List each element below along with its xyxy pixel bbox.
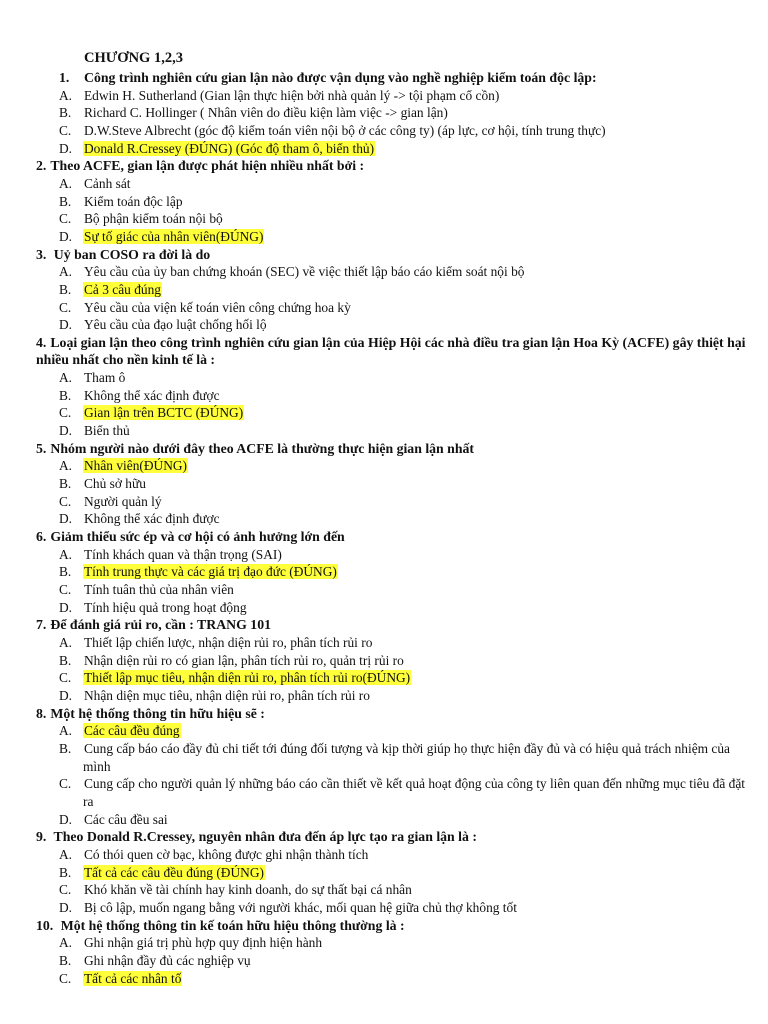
answer-option-highlighted [0,457,768,475]
answer-option [0,316,768,334]
answer-list [0,263,768,334]
answer-text: D.W.Steve Albrecht (góc độ kiểm toán viên nội bộ ở các công ty) (áp lực, cơ hội, tính trung thực) [84,122,606,138]
answer-option [0,740,768,775]
question-heading [0,69,768,87]
question-text: Giảm thiểu sức ép và cơ hội có ảnh hưởng lớn đến [50,529,345,545]
answer-text: Donald R.Cressey (ĐÚNG) (Góc độ tham ô, biển thủ) [84,140,375,156]
answer-text: Ghi nhận đầy đủ các nghiệp vụ [84,952,251,968]
answer-text: Nhận diện mục tiêu, nhận diện rủi ro, phân tích rủi ro [84,687,370,703]
answer-text: Richard C. Hollinger ( Nhân viên do điều kiện làm việc -> gian lận) [84,105,448,121]
answer-text: Các câu đều sai [84,811,168,827]
answer-text: Biển thủ [84,423,130,439]
answer-letter: D. [59,511,73,527]
answer-text: Yêu cầu của đạo luật chống hối lộ [84,317,267,333]
answer-text: Edwin H. Sutherland (Gian lận thực hiện bởi nhà quản lý -> tội phạm cổ cồn) [84,87,500,103]
answer-option [0,299,768,317]
question-number: 1. [59,70,70,85]
answer-option [0,104,768,122]
question-text: Một hệ thống thông tin kế toán hữu hiệu thông thường là : [57,917,405,933]
answer-letter: B. [59,864,72,880]
question-text: Loại gian lận theo công trình nghiên cứu gian lận của Hiệp Hội các nhà điều tra gian lận Hoa Kỳ (ACFE) gây thiệt hại nhiều nhất cho nền kinh tế là : [36,334,746,368]
question-heading [0,828,768,846]
answer-letter: C. [59,882,72,898]
answer-option-highlighted [0,970,768,988]
question-block [0,246,768,334]
question-heading [0,705,768,723]
answer-text: Khó khăn về tài chính hay kinh doanh, do sự thất bại cá nhân [84,882,412,898]
answer-letter: C. [59,405,72,421]
question-block [0,616,768,704]
question-text: Nhóm người nào dưới đây theo ACFE là thường thực hiện gian lận nhất [50,440,475,456]
answer-letter: C. [59,670,72,686]
answer-text: Cung cấp cho người quản lý những báo cáo cần thiết về kết quả hoạt động của công ty liên quan đến những mục tiêu đã đặt ra [83,776,746,809]
answer-list [0,175,768,246]
answer-letter: C. [59,299,72,315]
question-text: Một hệ thống thông tin hữu hiệu sẽ : [50,705,265,721]
question-heading [0,157,768,175]
answer-option [0,775,768,810]
answer-letter: A. [59,546,73,562]
answer-option [0,934,768,952]
question-block [0,157,768,245]
question-heading [0,334,768,369]
answer-option [0,652,768,670]
answer-text: Gian lận trên BCTC (ĐÚNG) [84,405,244,421]
question-text: Theo Donald R.Cressey, nguyên nhân đưa đến áp lực tạo ra gian lận là : [50,829,477,845]
answer-text: Bộ phận kiểm toán nội bộ [84,211,223,227]
document-body [0,48,768,987]
answer-option [0,599,768,617]
answer-letter: B. [59,652,72,668]
answer-text: Người quản lý [84,493,162,509]
answer-option [0,687,768,705]
answer-text: Tất cả các câu đều đúng (ĐÚNG) [84,864,264,880]
question-number: 10. [36,917,54,933]
answer-list [0,369,768,440]
question-number: 8. [36,705,47,721]
answer-text: Tham ô [84,369,126,385]
question-text: Theo ACFE, gian lận được phát hiện nhiều nhất bởi : [50,158,365,174]
answer-text: Tính khách quan và thận trọng (SAI) [84,546,282,562]
answer-text: Ghi nhận giá trị phù hợp quy định hiện hành [84,935,323,951]
answer-text: Có thói quen cờ bạc, không được ghi nhận thành tích [84,846,369,862]
answer-text: Tính tuân thủ của nhân viên [84,581,234,597]
answer-option [0,175,768,193]
chapter-title: CHƯƠNG 1,2,3 [84,50,183,66]
answer-list [0,934,768,987]
question-text: Uỷ ban COSO ra đời là do [50,246,211,262]
question-block [0,917,768,988]
answer-letter: A. [59,369,73,385]
answer-letter: A. [59,175,73,191]
answer-text: Cả 3 câu đúng [84,281,161,297]
answer-letter: D. [59,140,73,156]
answer-option [0,387,768,405]
answer-letter: A. [59,264,73,280]
answer-text: Bị cô lập, muốn ngang bằng với người khác, mối quan hệ giữa chủ thợ không tốt [84,900,517,916]
answer-text: Kiểm toán độc lập [84,193,183,209]
answer-list [0,457,768,528]
answer-text: Tính hiệu quả trong hoạt động [84,599,247,615]
answer-option [0,899,768,917]
answer-text: Không thể xác định được [84,387,220,403]
answer-list [0,546,768,617]
answer-option-highlighted [0,563,768,581]
answer-letter: B. [59,281,72,297]
answer-option [0,193,768,211]
question-number: 4. [36,334,47,350]
answer-option-highlighted [0,864,768,882]
answer-option [0,881,768,899]
answer-option [0,263,768,281]
answer-list [0,87,768,158]
answer-letter: C. [59,970,72,986]
answer-letter: A. [59,846,73,862]
answer-text: Thiết lập chiến lược, nhận diện rủi ro, phân tích rủi ro [84,634,373,650]
answer-letter: B. [59,564,72,580]
answer-letter: B. [59,475,72,491]
answer-letter: D. [59,599,73,615]
answer-letter: B. [59,740,72,756]
answer-letter: D. [59,811,73,827]
answer-text: Tính trung thực và các giá trị đạo đức (ĐÚNG) [84,564,337,580]
answer-option [0,475,768,493]
question-block [0,705,768,829]
answer-letter: C. [59,493,72,509]
answer-text: Yêu cầu của viện kế toán viên công chứng hoa kỳ [84,299,351,315]
answer-letter: C. [59,211,72,227]
answer-option [0,493,768,511]
answer-list [0,722,768,828]
question-heading [0,616,768,634]
answer-text: Tất cả các nhân tố [84,970,182,986]
answer-option [0,581,768,599]
question-text: Công trình nghiên cứu gian lận nào được vận dụng vào nghề nghiệp kiểm toán độc lập: [84,70,597,85]
answer-letter: B. [59,193,72,209]
answer-option [0,422,768,440]
answer-letter: D. [59,687,73,703]
question-number: 6. [36,529,47,545]
answer-letter: A. [59,634,73,650]
answer-list [0,634,768,705]
answer-letter: A. [59,458,73,474]
answer-letter: B. [59,952,72,968]
question-text: Để đánh giá rủi ro, cần : TRANG 101 [50,617,272,633]
question-number: 9. [36,829,47,845]
answer-letter: A. [59,935,73,951]
answer-text: Sự tố giác của nhân viên(ĐÚNG) [84,228,264,244]
answer-option [0,87,768,105]
answer-letter: B. [59,387,72,403]
answer-text: Chủ sở hữu [84,475,146,491]
answer-letter: C. [59,122,72,138]
question-list [0,69,768,987]
question-block [0,440,768,528]
answer-list [0,846,768,917]
question-heading [0,440,768,458]
answer-text: Các câu đều đúng [84,723,180,739]
answer-text: Thiết lập mục tiêu, nhận diện rủi ro, phân tích rủi ro(ĐÚNG) [84,670,411,686]
answer-text: Yêu cầu của ủy ban chứng khoán (SEC) về việc thiết lập báo cáo kiểm soát nội bộ [84,264,525,280]
answer-option [0,369,768,387]
answer-option-highlighted [0,722,768,740]
answer-letter: B. [59,105,72,121]
answer-option [0,510,768,528]
answer-text: Cảnh sát [84,175,131,191]
question-block [0,334,768,440]
answer-text: Nhận diện rủi ro có gian lận, phân tích rủi ro, quản trị rủi ro [84,652,404,668]
question-heading [0,917,768,935]
answer-letter: D. [59,900,73,916]
question-number: 2. [36,158,47,174]
question-number: 5. [36,440,47,456]
answer-option [0,634,768,652]
answer-option-highlighted [0,281,768,299]
question-number: 7. [36,617,47,633]
answer-option [0,210,768,228]
answer-option-highlighted [0,404,768,422]
answer-letter: A. [59,87,73,103]
question-heading [0,528,768,546]
answer-letter: C. [59,581,72,597]
answer-option-highlighted [0,669,768,687]
question-heading [0,246,768,264]
question-block [0,528,768,616]
answer-text: Nhân viên(ĐÚNG) [84,458,188,474]
answer-letter: D. [59,228,73,244]
answer-option-highlighted [0,228,768,246]
answer-letter: D. [59,423,73,439]
question-number: 3. [36,246,47,262]
answer-letter: D. [59,317,73,333]
question-block [0,828,768,916]
answer-letter: A. [59,723,73,739]
answer-option [0,546,768,564]
answer-option [0,846,768,864]
answer-letter: C. [59,776,72,792]
answer-text: Không thể xác định được [84,511,220,527]
answer-option [0,122,768,140]
answer-text: Cung cấp báo cáo đầy đủ chi tiết tới đúng đối tượng và kịp thời giúp họ thực hiện đầy đủ và có hiệu quả trách nhiệm của mình [83,740,730,774]
question-block [0,69,768,157]
answer-option [0,811,768,829]
answer-option-highlighted [0,140,768,158]
answer-option [0,952,768,970]
